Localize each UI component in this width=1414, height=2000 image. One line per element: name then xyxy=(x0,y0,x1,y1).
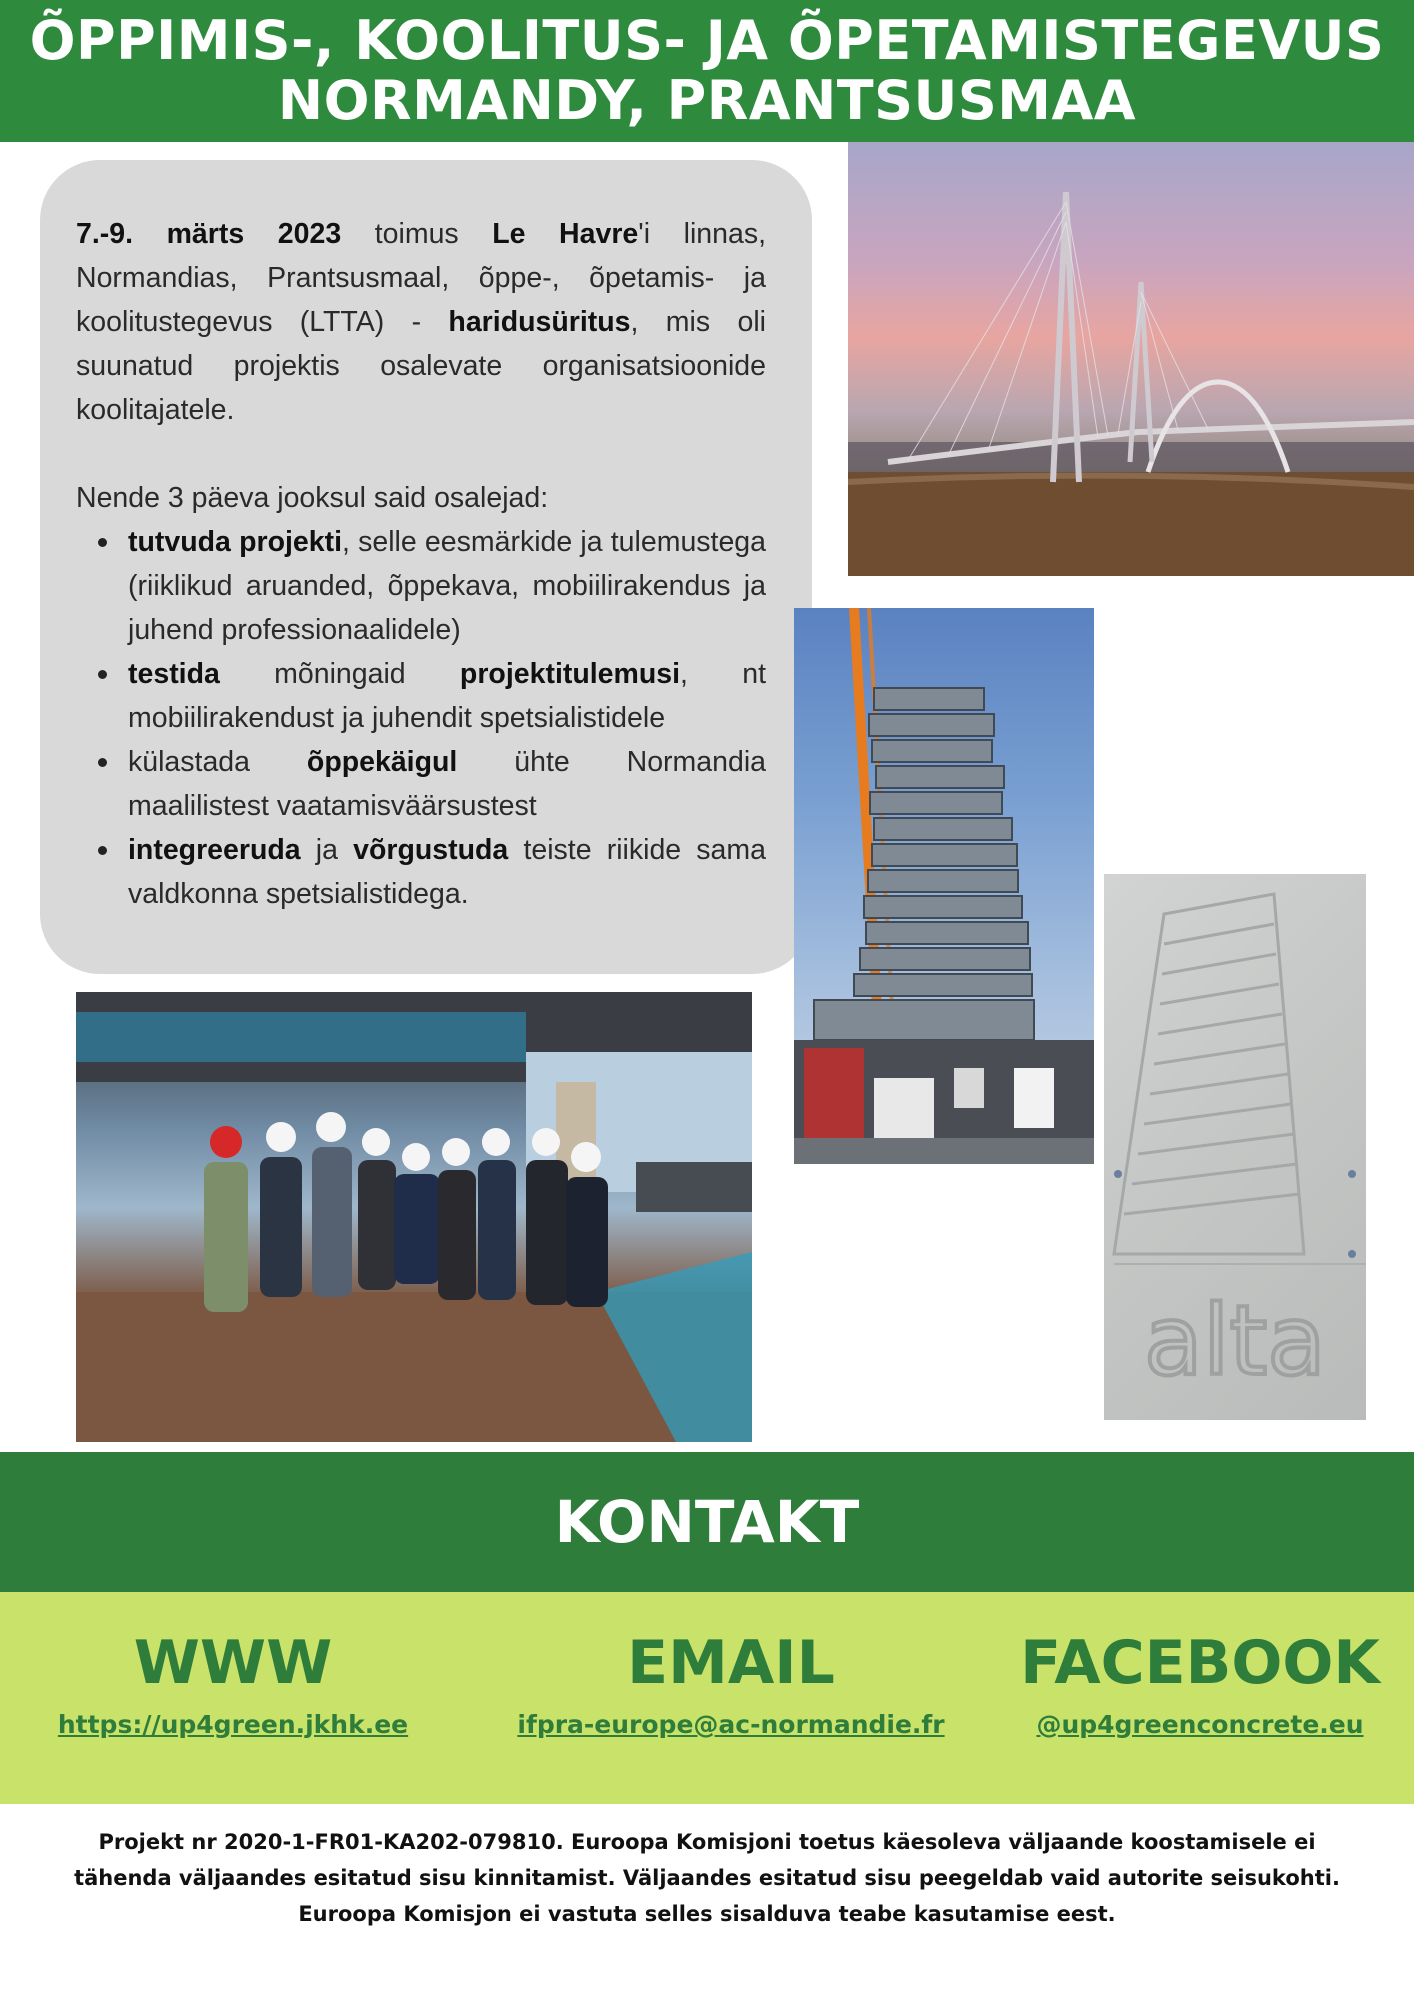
text-run: ja xyxy=(300,834,354,866)
bold-run: projektitulemusi xyxy=(459,658,681,690)
article-paragraph xyxy=(76,212,766,432)
activity-item xyxy=(128,828,766,916)
activity-item xyxy=(128,520,766,652)
bridge-photo xyxy=(848,142,1414,576)
activity-item xyxy=(128,652,766,740)
text-run: külastada xyxy=(128,746,307,778)
bold-run: integreeruda xyxy=(128,834,301,866)
page-title-line-1: ÕPPIMIS-, KOOLITUS- JA ÕPETAMISTEGEVUS xyxy=(29,9,1385,72)
contact-heading-bar xyxy=(0,1452,1414,1592)
text-run: toimus xyxy=(341,218,493,250)
bold-run: õppekäigul xyxy=(306,746,458,778)
contact-facebook-title: FACEBOOK xyxy=(1020,1628,1380,1698)
text-run: teiste riikide sama valdkonna spetsialistidega. xyxy=(128,834,766,910)
contact-facebook xyxy=(1000,1592,1400,1804)
contact-heading: KONTAKT xyxy=(554,1488,860,1556)
activity-list xyxy=(76,520,766,916)
relief-logo-text: alta xyxy=(1144,1285,1326,1397)
text-run: ühte Normandia maalilistest vaatamisväärsustest xyxy=(128,746,767,822)
contact-www-link[interactable]: https://up4green.jkhk.ee xyxy=(57,1710,409,1739)
page-header xyxy=(0,0,1414,142)
people-group xyxy=(204,1112,608,1312)
event-date: 7.-9. märts 2023 xyxy=(76,218,342,250)
bold-run: testida xyxy=(128,658,220,690)
text-run: , selle eesmärkide ja tulemustega (riiklikud aruanded, õppekava, mobiilirakendus ja juhend professionaalidele) xyxy=(128,526,767,646)
page-title-line-2: NORMANDY, PRANTSUSMAA xyxy=(277,69,1137,132)
contact-email xyxy=(466,1592,996,1804)
text-run: mõningaid xyxy=(219,658,460,690)
contact-www-title: WWW xyxy=(133,1628,333,1698)
bold-run: võrgustuda xyxy=(353,834,509,866)
contact-email-title: EMAIL xyxy=(627,1628,835,1698)
building-construction-photo xyxy=(794,608,1094,1164)
bold-run: tutvuda projekti xyxy=(128,526,343,558)
article-text-box xyxy=(40,160,812,974)
event-city: Le Havre xyxy=(492,218,639,250)
group-photo xyxy=(76,992,752,1442)
contact-facebook-link[interactable]: @up4greenconcrete.eu xyxy=(1036,1710,1364,1739)
text-run: , mis oli suunatud projektis osalevate organisatsioonide koolitajatele. xyxy=(76,306,766,426)
text-run: 'i linnas, Normandias, Prantsusmaal, õppe-, õpetamis- ja koolitustegevus (LTTA) - xyxy=(76,218,766,338)
event-type: haridusüritus xyxy=(448,306,631,338)
contact-www xyxy=(0,1592,466,1804)
bullets-intro: Nende 3 päeva jooksul said osalejad: xyxy=(76,482,549,514)
contact-email-link[interactable]: ifpra-europe@ac-normandie.fr xyxy=(517,1710,945,1739)
activity-item xyxy=(128,740,766,828)
contact-section xyxy=(0,1592,1414,1804)
text-run: , nt mobiilirakendust ja juhendit spetsialistidele xyxy=(128,658,767,734)
concrete-relief-photo xyxy=(1104,874,1366,1420)
disclaimer-footer: Projekt nr 2020-1-FR01-KA202-079810. Euroopa Komisjoni toetus käesoleva väljaande koostamisele ei tähenda väljaandes esitatud sisu kinnitamist. Väljaandes esitatud sisu peegeldab vaid autorite seisukohti. Euroopa Komisjon ei vastuta selles sisalduva teabe kasutamise eest. xyxy=(74,1830,1340,1926)
